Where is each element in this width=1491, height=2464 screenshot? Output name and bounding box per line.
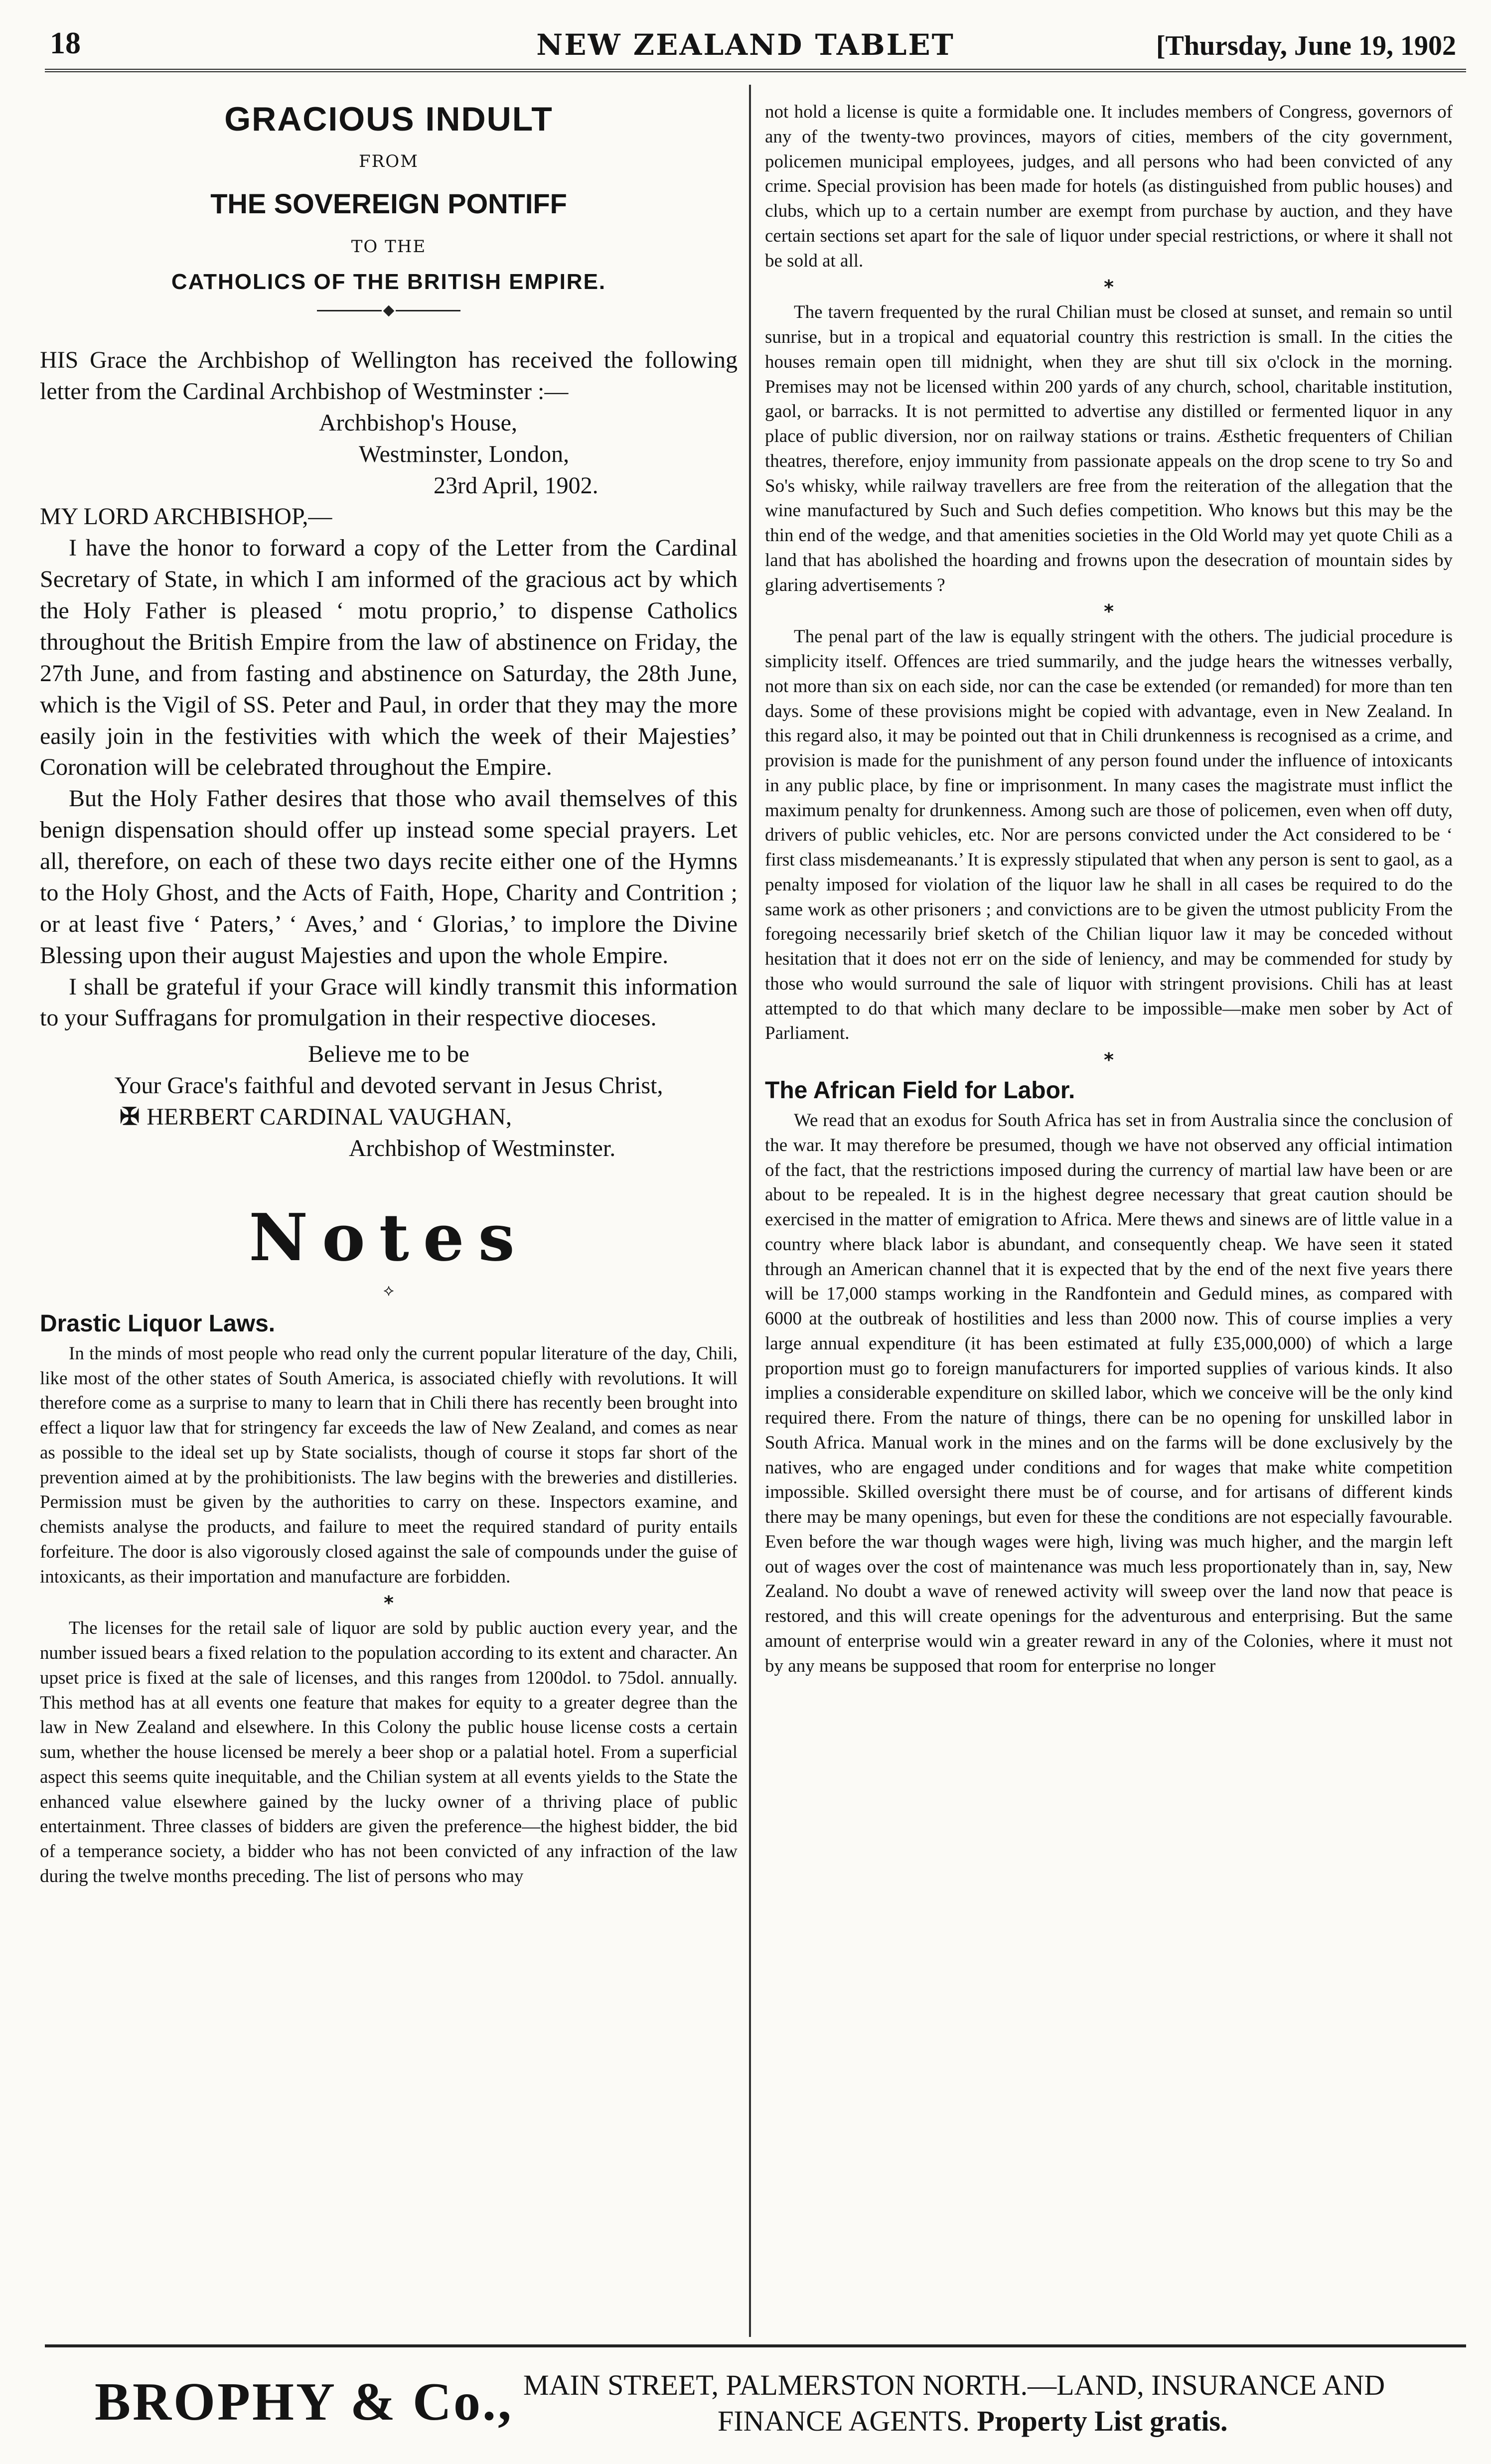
letter-paragraph: I shall be grateful if your Grace will kindly transmit this information to your Suffragans for promulgation in their respective dioceses. xyxy=(40,973,738,1031)
letter-paragraph: I have the honor to forward a copy of the Letter from the Cardinal Secretary of State, in which I am informed of the gracious act by which the Holy Father is pleased ‘ motu proprio,’ to dispense Catholics throughout the British Empire from the law of abstinence on Friday, the 27th June, and from fasting and abstinence on Saturday, the 28th June, which is the Vigil of SS. Peter and Paul, in order that they may the more easily join in the festivities with which the week of their Majesties’ Coronation will be celebrated throughout the Empire. xyxy=(40,535,738,781)
letter-intro: HIS Grace the Archbishop of Wellington has received the following letter from the Cardinal Archbishop of Westminster :— xyxy=(40,347,738,405)
letter-paragraph: But the Holy Father desires that those who avail themselves of this benign dispensation should offer up instead some special prayers. Let all, therefore, on each of these two days recite either one of the Hymns to the Holy Ghost, and the Acts of Faith, Hope, Charity and Contrition ; or at least five ‘ Paters,’ ‘ Aves,’ and ‘ Glorias,’ to implore the Divine Blessing upon their august Majesties and upon the whole Empire. xyxy=(40,785,738,969)
indult-pontiff: THE SOVEREIGN PONTIFF xyxy=(210,188,567,219)
signature-title: Archbishop of Westminster. xyxy=(349,1135,616,1161)
article-paragraph: not hold a license is quite a formidable one. It includes members of Congress, governors of any of the twenty-two provinces, mayors of cities, members of the city government, policemen municipal employees, judges, and all persons who had been convicted of any crime. Special provision has been made for hotels (as distinguished from public houses) and clubs, which up to a certain number are exempt from purchase by auction, and they have certain sections set apart for the sale of liquor under special restrictions, or where it shall not be sold at all. xyxy=(765,102,1453,271)
ad-property-list: Property List gratis. xyxy=(977,2405,1228,2437)
advertisement xyxy=(75,2359,1470,2449)
notes-ornament-icon: ⟡ xyxy=(383,1280,394,1300)
notes-title: Notes xyxy=(249,1199,529,1276)
indult-letter xyxy=(40,345,738,1164)
african-article xyxy=(765,1108,1453,1678)
address-line: Westminster, London, xyxy=(359,440,570,467)
section-star: * xyxy=(1104,1049,1114,1071)
ad-line-2-text: FINANCE AGENTS. xyxy=(718,2405,970,2437)
signature-name: HERBERT CARDINAL VAUGHAN, xyxy=(147,1104,512,1130)
ad-line-1: MAIN STREET, PALMERSTON NORTH.—LAND, INSURANCE AND xyxy=(523,2369,1385,2401)
indult-title: GRACIOUS INDULT xyxy=(224,100,553,138)
african-heading: The African Field for Labor. xyxy=(765,1077,1075,1104)
page-header xyxy=(30,26,1461,71)
article-paragraph: In the minds of most people who read only the current popular literature of the day, Chili, like most of the other states of South America, is associated chiefly with revolutions. It will therefore come as a surprise to many to learn that in Chili there has recently been brought into effect a liquor law that for stringency far exceeds the law of New Zealand, and comes as near as possible to the ideal set up by State socialists, though of course it stops far short of the prevention aimed at by the prohibitionists. The law begins with the breweries and distilleries. Permission must be given by the authorities to carry on these. Inspectors examine, and chemists analyse the products, and failure to meet the required standard of purity entails forfeiture. The door is also vigorously closed against the sale of compounds under the guise of intoxicants, as their importation and manufacture are forbidden. xyxy=(40,1343,738,1587)
article-paragraph: The penal part of the law is equally stringent with the others. The judicial procedure is simplicity itself. Offences are tried summarily, and the judge hears the witnesses verbally, not more than six on each side, nor can the case be extended (or remanded) for more than ten days. Some of these provisions might be copied with advantage, even in New Zealand. In this regard also, it may be pointed out that in Chili drunkenness is recognised as a crime, and provision is made for the punishment of any person found under the influence of intoxicants in any public place, by fine or imprisonment. In many cases the magistrate must inflict the maximum penalty for drunkenness. Among such are those of policemen, even when off duty, drivers of public vehicles, etc. Nor are persons convicted under the Act considered to be ‘ first class misdemeanants.’ It is expressly stipulated that when any person is sent to gaol, as a penalty imposed for violation of the liquor law he shall in all cases be required to do the same work as other prisoners ; and convictions are to be given the utmost publicity From the foregoing necessarily brief sketch of the Chilian liquor law it may be conceded without hesitation that it does not err on the side of leniency, and may be commended for study by those who would surround the sale of liquor with stringent provisions. Chili has at least attempted to do that which many declare to be impossible—make men sober by Act of Parliament. xyxy=(765,626,1453,1044)
masthead: NEW ZEALAND TABLET xyxy=(536,28,955,62)
left-column xyxy=(40,90,738,1889)
address-line: Archbishop's House, xyxy=(319,409,517,436)
footer-rule xyxy=(45,2344,1466,2347)
letter-believe: Believe me to be xyxy=(308,1041,469,1068)
page-number: 18 xyxy=(50,26,81,60)
article-paragraph: The licenses for the retail sale of liquor are sold by public auction every year, and the number issued bears a fixed relation to the population according to its extent and character. An upset price is fixed at the sale of licenses, and this ranges from 1200dol. to 75dol. annually. This method has at all events one feature that makes for equity to a greater degree than the law in New Zealand and elsewhere. In this Colony the public house license costs a certain sum, whether the house licensed be merely a beer shop or a palatial hotel. From a superficial aspect this seems quite inequitable, and the Chilian system at all events yields to the State the enhanced value elsewhere gained by the lucky owner of a thriving place of public entertainment. Three classes of bidders are given the preference—the highest bidder, the bid of a temperance society, a bidder who has not been convicted of any infraction of the law during the twelve months preceding. The list of persons who may xyxy=(40,1618,738,1886)
heading-ornament xyxy=(40,305,738,315)
issue-date: [Thursday, June 19, 1902 xyxy=(1156,30,1456,61)
letter-address xyxy=(40,408,738,502)
drastic-heading: Drastic Liquor Laws. xyxy=(40,1310,276,1337)
liquor-continued xyxy=(765,100,1453,1071)
address-line: 23rd April, 1902. xyxy=(434,472,598,499)
drastic-article xyxy=(40,1341,738,1889)
indult-from: FROM xyxy=(359,151,419,171)
letter-salutation: MY LORD ARCHBISHOP,— xyxy=(40,503,332,530)
ad-line-2 xyxy=(718,2404,1228,2438)
cross-icon: ✠ xyxy=(120,1104,140,1130)
right-column xyxy=(765,100,1453,1678)
letter-closing: Your Grace's faithful and devoted servant in Jesus Christ, xyxy=(114,1072,663,1099)
article-paragraph: The tavern frequented by the rural Chilian must be closed at sunset, and remain so until sunrise, but in a tropical and equatorial country this restriction is small. In the cities the houses remain open till midnight, when they are shut till six o'clock in the morning. Premises may not be licensed within 200 yards of any church, school, charitable institution, gaol, or barracks. It is not permitted to advertise any distilled or fermented liquor in any place of public diversion, nor on railway stations or trains. Æsthetic frequenters of Chilian theatres, therefore, enjoy immunity from passionate appeals on the drop scene to try So and So's whisky, while railway travellers are free from the reiteration of the allegation that the wine manufactured by Such and Such defies competition. Who knows but this may be the thin end of the wedge, and that amenities societies in the Old World may yet quote Chili as a land that has abolished the hoarding and frowns upon the desecration of mountain sides by glaring advertisements ? xyxy=(765,302,1453,595)
column-divider xyxy=(749,85,751,2337)
section-star: * xyxy=(384,1592,394,1614)
header-rule xyxy=(45,69,1466,72)
letter-signature xyxy=(40,1102,738,1133)
article-paragraph: We read that an exodus for South Africa has set in from Australia since the conclusion of the war. It may therefore be presumed, though we have not observed any official intimation of the fact, that the restrictions imposed during the currency of martial law have been or are about to be repealed. It is in the highest degree necessary that great caution should be exercised in the matter of emigration to Africa. Mere thews and sinews are of little value in a country where black labor is abundant, and consequently cheap. We have seen it stated through an American channel that it is expected that by the end of the next five years there will be 17,000 stamps working in the Randfontein and Geduld mines, as compared with 6000 at the outbreak of hostilities and less than 2000 now. This of course implies a very large annual expenditure (it has been estimated at fully £35,000,000) of which a large proportion must go to foreign manufacturers for imported supplies of various kinds. It also implies a considerable expenditure on skilled labor, which we conceive will be the only kind required there. From the nature of things, there can be no opening for unskilled labor in South Africa. Manual work in the mines and on the farms will be done exclusively by the natives, who are engaged under conditions and for wages that make white competition impossible. Skilled oversight there must be of course, and for artisans of different kinds there may be many openings, but even for these the conditions are not especially favourable. Even before the war though wages were high, living was much higher, and the margin left out of wages over the cost of maintenance was much less proportionately than in, say, New Zealand. No doubt a wave of renewed activity will sweep over the land now that peace is restored, and this will create openings for the adventurous and enterprising. But the same amount of enterprise would win a greater reward in any of the Colonies, where it must not by any means be supposed that room for enterprise no longer xyxy=(765,1110,1453,1676)
section-star: * xyxy=(1104,276,1114,298)
indult-catholics: CATHOLICS OF THE BRITISH EMPIRE. xyxy=(171,270,606,294)
indult-to: TO THE xyxy=(351,237,427,257)
ad-brand: BROPHY & Co., xyxy=(95,2372,513,2432)
section-star: * xyxy=(1104,600,1114,623)
